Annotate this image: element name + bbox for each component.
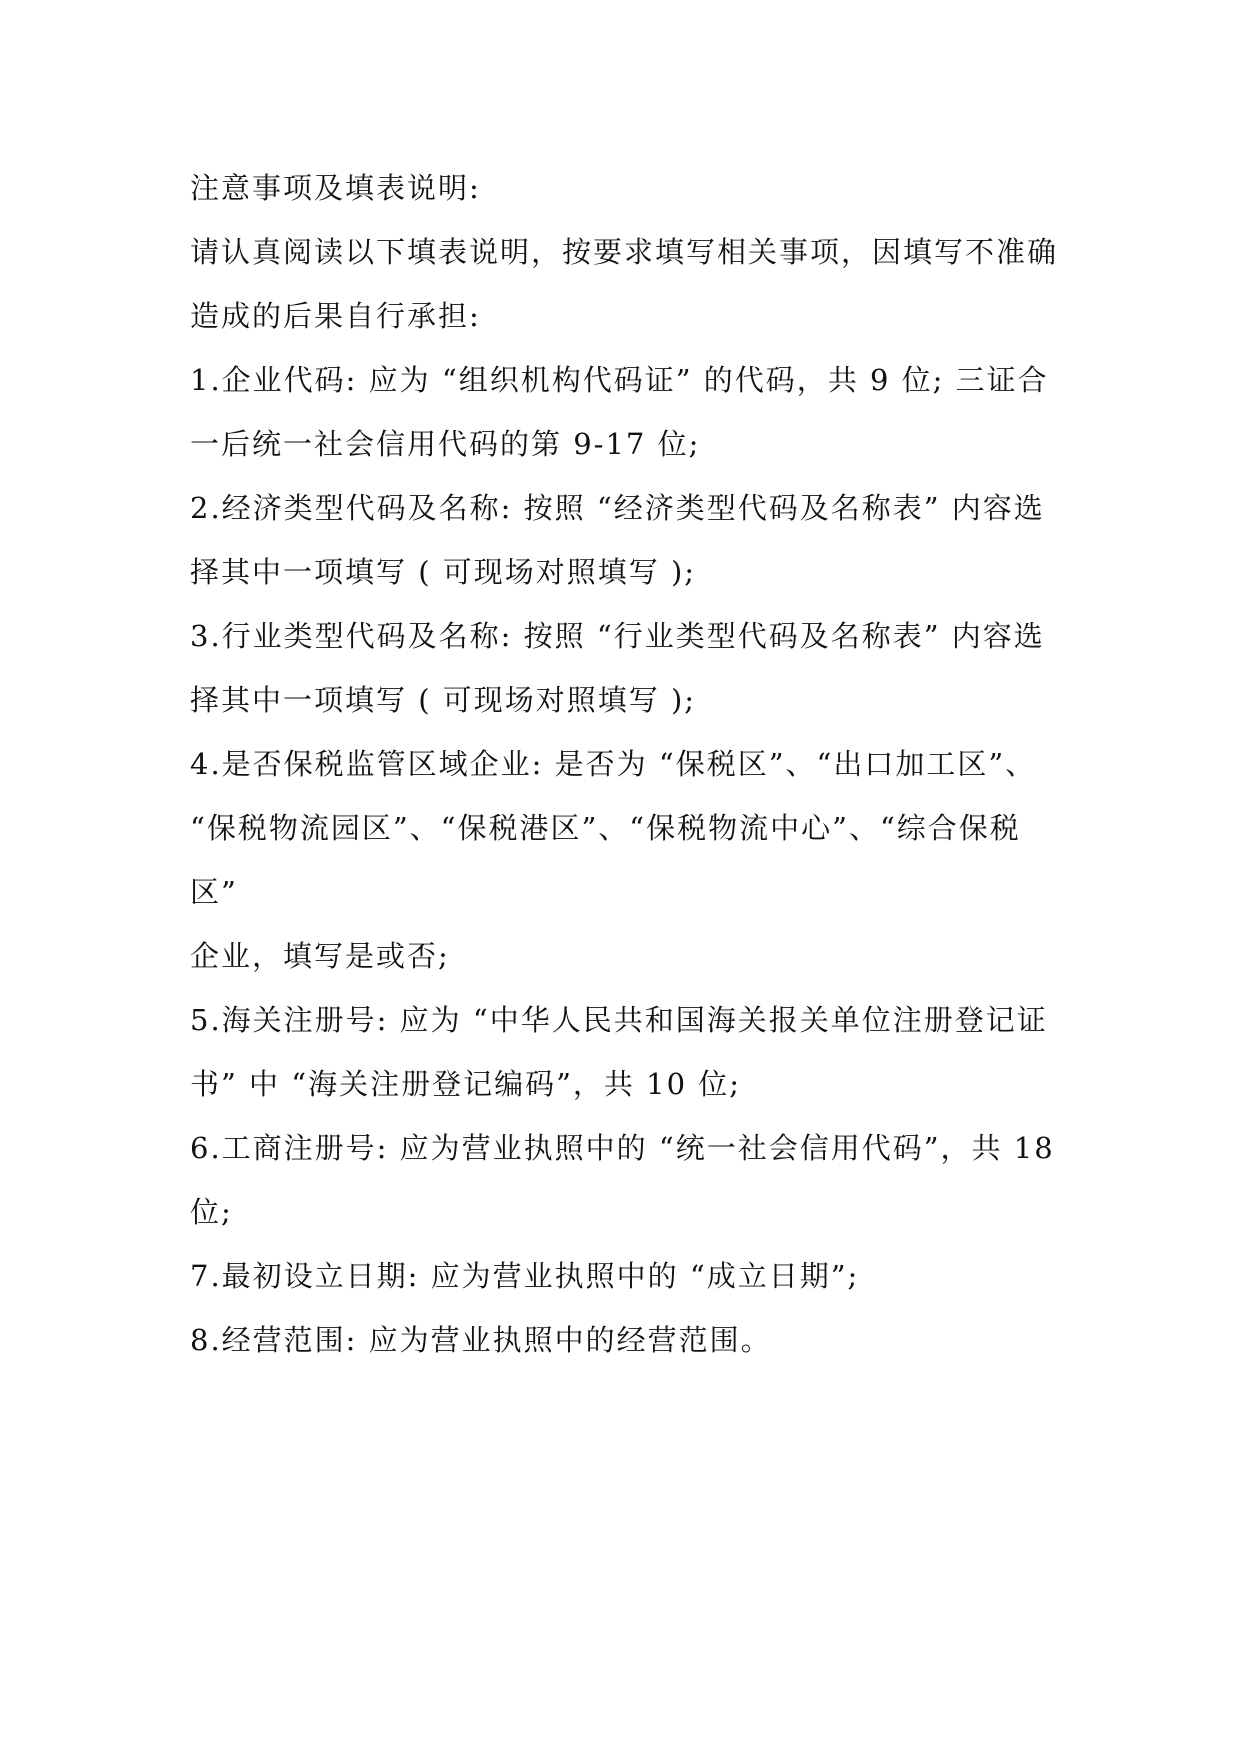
item-2-line-1: 2.经济类型代码及名称: 按照 “经济类型代码及名称表” 内容选: [190, 491, 1045, 525]
item-4-line-4: 企业，填写是或否;: [190, 939, 450, 973]
item-6-line-2: 位;: [190, 1195, 233, 1229]
intro-line-1: 请认真阅读以下填表说明，按要求填写相关事项，因填写不准确: [190, 235, 1059, 269]
item-4-line-3: 区”: [190, 875, 238, 909]
item-7-line: 7.最初设立日期: 应为营业执照中的 “成立日期”;: [190, 1259, 860, 1293]
item-2-line-2: 择其中一项填写 ( 可现场对照填写 );: [190, 555, 697, 589]
item-1-line-1: 1.企业代码: 应为 “组织机构代码证” 的代码，共 9 位; 三证合: [190, 363, 1049, 397]
item-4-line-2: “保税物流园区”、“保税港区”、“保税物流中心”、“综合保税: [190, 811, 1021, 845]
item-1-line-2: 一后统一社会信用代码的第 9-17 位;: [190, 427, 701, 461]
item-3-line-1: 3.行业类型代码及名称: 按照 “行业类型代码及名称表” 内容选: [190, 619, 1045, 653]
notes-heading: 注意事项及填表说明:: [190, 171, 481, 205]
item-6-line-1: 6.工商注册号: 应为营业执照中的 “统一社会信用代码”，共 18: [190, 1131, 1055, 1165]
item-4-line-1: 4.是否保税监管区域企业: 是否为 “保税区”、“出口加工区”、: [190, 747, 1037, 781]
item-5-line-1: 5.海关注册号: 应为 “中华人民共和国海关报关单位注册登记证: [190, 1003, 1048, 1037]
item-3-line-2: 择其中一项填写 ( 可现场对照填写 );: [190, 683, 697, 717]
intro-line-2: 造成的后果自行承担:: [190, 299, 481, 333]
item-8-line: 8.经营范围: 应为营业执照中的经营范围。: [190, 1323, 772, 1357]
item-5-line-2: 书” 中 “海关注册登记编码”，共 10 位;: [190, 1067, 742, 1101]
